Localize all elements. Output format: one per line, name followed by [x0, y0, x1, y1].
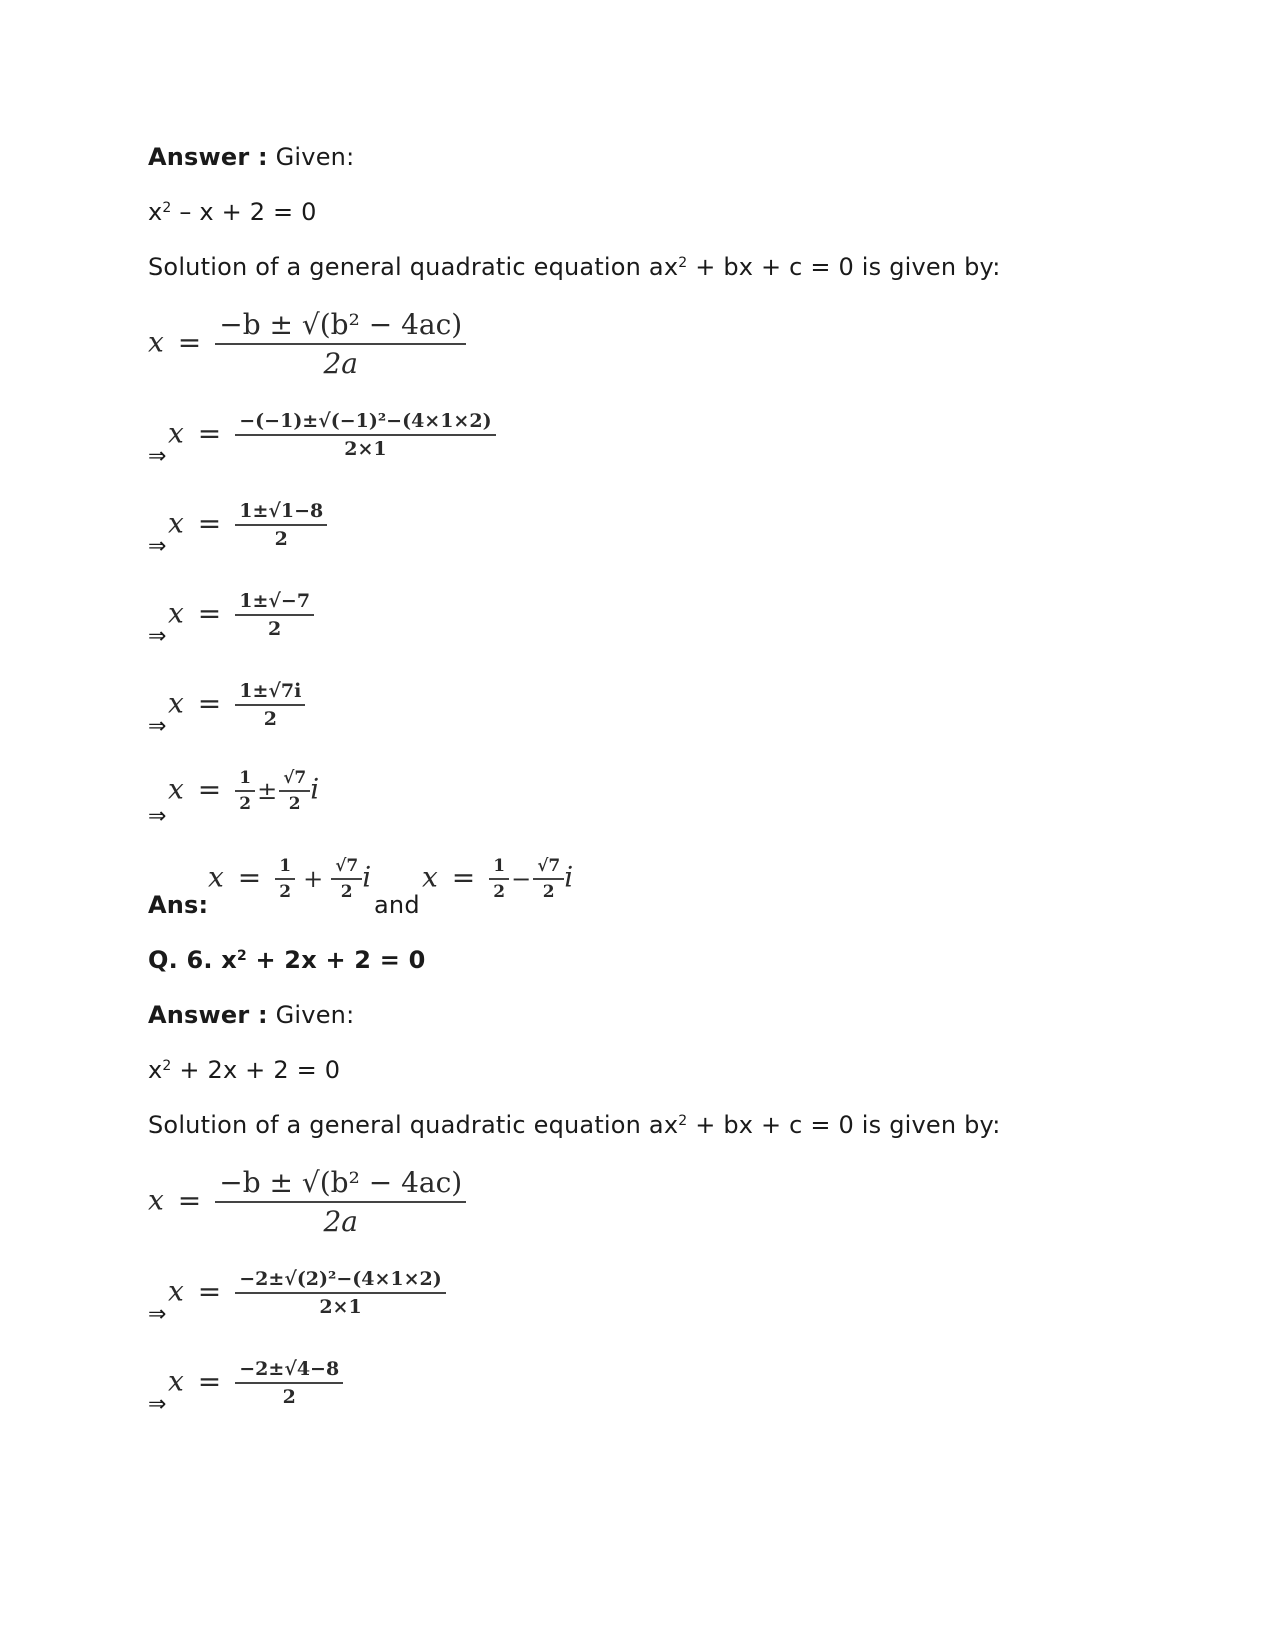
implies-arrow: ⇒ [148, 1392, 167, 1417]
solution-text-1: Solution of a general quadratic equation $ax^2$ + bx + c = 0 is given by: [148, 253, 1001, 281]
implies-arrow: ⇒ [148, 534, 167, 559]
answer-label: Answer : [148, 1001, 268, 1029]
implies-arrow: ⇒ [148, 444, 167, 469]
step-1: x = $\frac{\text{−(−1)±√(−1)²−(4×1×2)}}{2\times 1}$ [168, 410, 496, 460]
ans-label: Ans: [148, 891, 209, 919]
answer-label: Answer : [148, 143, 268, 171]
quadratic-formula-2: x = $\frac{\text{−b ± √(b² − 4ac)}}{2a}$ [148, 1166, 466, 1238]
answer-heading-1 [148, 142, 354, 172]
given-label: Given: [267, 1001, 355, 1029]
quadratic-formula-1: x = $\frac{\text{−b ± √(b² − 4ac)}}{2a}$ [148, 308, 466, 380]
implies-arrow: ⇒ [148, 714, 167, 739]
step-3: x = $\frac{1\pm√-7}{2}$ [168, 590, 314, 640]
step-6: x = $\frac{\text{−2±√(2)²−(4×1×2)}}{2\times 1}$ [168, 1268, 446, 1318]
step-2: x = $\frac{1\pm√1-8}{2}$ [168, 500, 327, 550]
answer-root-1: x = $\frac{1}{2}$ + $\frac{√7}{2}$ i [208, 856, 372, 902]
step-4: x = $\frac{1\pm√7i}{2}$ [168, 680, 305, 730]
implies-arrow: ⇒ [148, 804, 167, 829]
given-equation-2: $x^2 + 2x + 2 = 0$ [148, 1056, 341, 1084]
answer-heading-2 [148, 1000, 354, 1030]
question-6-heading: Q. 6. $x^2 + 2x + 2 = 0$ [148, 946, 426, 974]
given-label: Given: [267, 143, 355, 171]
step-7: x = $\frac{-2\pm√4-8}{2}$ [168, 1358, 343, 1408]
step-5: x = $\frac{1}{2}$ ± $\frac{√7}{2}$ i [168, 768, 320, 814]
answer-root-2: x = $\frac{1}{2}$ − $\frac{√7}{2}$ i [422, 856, 574, 902]
given-equation-1: $x^2 - x + 2 = 0$ [148, 198, 317, 226]
implies-arrow: ⇒ [148, 1302, 167, 1327]
solution-text-2: Solution of a general quadratic equation $ax^2$ + bx + c = 0 is given by: [148, 1111, 1001, 1139]
implies-arrow: ⇒ [148, 624, 167, 649]
and-text: and [374, 891, 420, 919]
